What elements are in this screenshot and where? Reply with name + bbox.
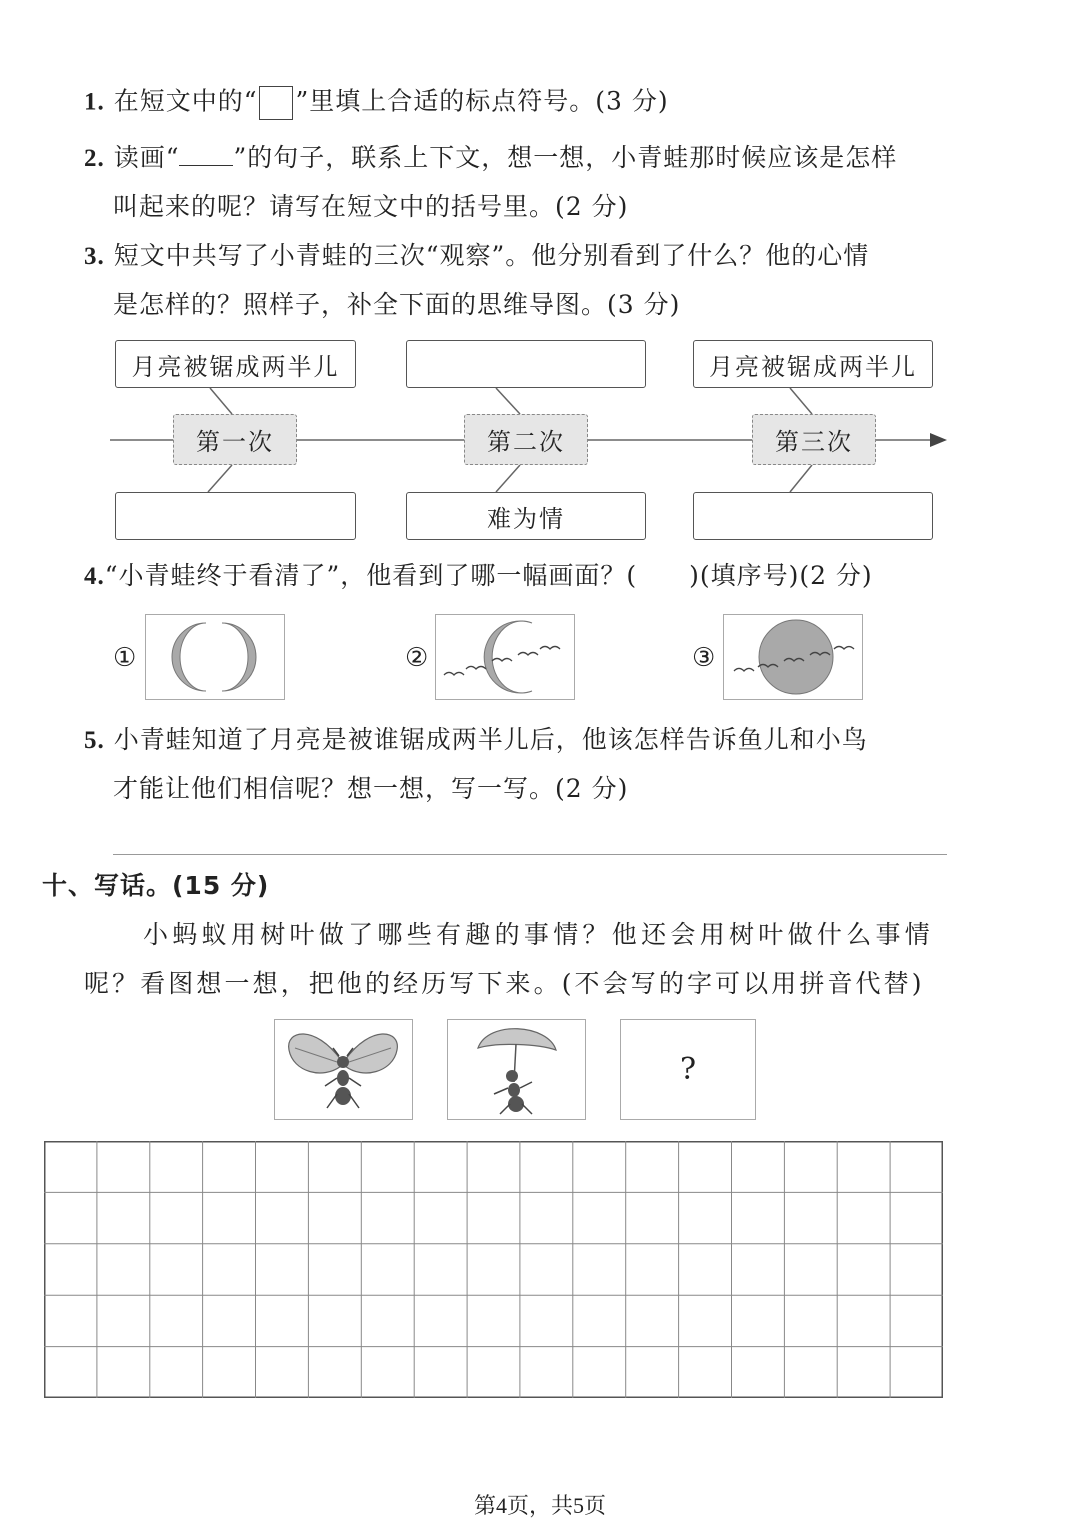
mind-map-node-2: 第二次: [464, 414, 588, 465]
mind-map-node-1: 第一次: [173, 414, 297, 465]
unknown-picture-box: ?: [620, 1019, 756, 1120]
question-text: “小青蛙终于看清了”，他看到了哪一幅画面？( )(填序号)(2 分): [104, 561, 873, 590]
divider: [113, 854, 947, 855]
ant-picture-1: [274, 1019, 413, 1120]
question-5-line-2: 才能让他们相信呢？想一想，写一写。(2 分): [113, 774, 629, 803]
option-picture-3[interactable]: [723, 614, 863, 700]
full-moon-birds-icon: [724, 615, 861, 698]
question-5: [84, 725, 868, 756]
question-number: 1.: [84, 88, 105, 116]
writing-grid-lines: [44, 1141, 943, 1398]
section-10-prompt-line-1: 小蚂蚁用树叶做了哪些有趣的事情？他还会用树叶做什么事情: [143, 920, 935, 949]
question-number: 3.: [84, 243, 105, 270]
ant-with-leaf-wings-icon: [275, 1020, 411, 1118]
question-3-line-2: 是怎样的？照样子，补全下面的思维导图。(3 分): [113, 290, 681, 319]
section-10-prompt-line-2: 呢？看图想一想，把他的经历写下来。(不会写的字可以用拼音代替): [84, 969, 925, 998]
split-moon-icon: [146, 615, 283, 698]
question-text: 短文中共写了小青蛙的三次“观察”。他分别看到了什么？他的心情: [113, 241, 870, 270]
option-picture-2[interactable]: [435, 614, 575, 700]
page-footer: 第4页，共5页: [473, 1493, 606, 1518]
question-2-line-2: 叫起来的呢？请写在短文中的括号里。(2 分): [113, 192, 629, 221]
writing-grid[interactable]: [44, 1141, 943, 1398]
question-4: [84, 561, 873, 592]
mind-map: [0, 0, 1080, 560]
question-text: 小青蛙知道了月亮是被谁锯成两半儿后，他该怎样告诉鱼儿和小鸟: [113, 725, 868, 754]
mind-map-top-box-3: 月亮被锯成两半儿: [693, 340, 933, 388]
ant-with-leaf-umbrella-icon: [448, 1020, 584, 1118]
option-label-1[interactable]: ①: [113, 643, 137, 673]
mind-map-connectors: [0, 0, 1080, 560]
question-text: ”里填上合适的标点符号。(3 分): [295, 86, 669, 116]
question-number: 2.: [84, 145, 105, 172]
mind-map-bottom-box-1[interactable]: [115, 492, 356, 540]
question-number: 4.: [84, 563, 105, 590]
mind-map-bottom-box-3[interactable]: [693, 492, 933, 540]
section-10-title: 十、写话。(15 分): [42, 871, 270, 900]
option-label-2[interactable]: ②: [405, 643, 429, 673]
crescent-moon-birds-icon: [436, 615, 573, 698]
mind-map-node-3: 第三次: [752, 414, 876, 465]
ant-picture-2: [447, 1019, 586, 1120]
question-text: 读画“: [113, 143, 180, 172]
mind-map-bottom-box-2: 难为情: [406, 492, 646, 540]
option-label-3[interactable]: ③: [692, 643, 716, 673]
mind-map-top-box-1: 月亮被锯成两半儿: [115, 340, 356, 388]
question-text: 在短文中的“: [113, 86, 258, 116]
question-text: ”的句子，联系上下文，想一想，小青蛙那时候应该是怎样: [233, 143, 898, 172]
option-picture-1[interactable]: [145, 614, 285, 700]
mind-map-top-box-2[interactable]: [406, 340, 646, 388]
question-number: 5.: [84, 727, 105, 754]
